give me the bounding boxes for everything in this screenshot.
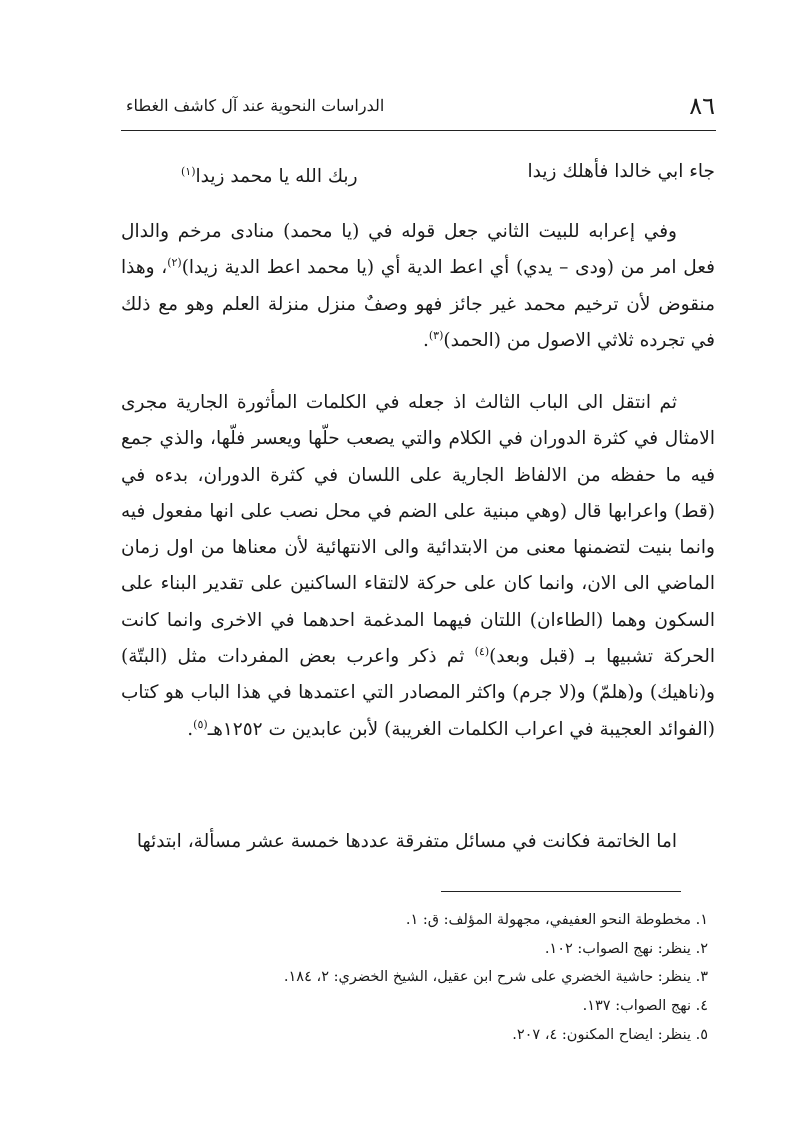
paragraph-text: . bbox=[187, 718, 194, 740]
footnote-ref: (٣) bbox=[428, 328, 444, 342]
footnote-item: ٥. ينظر: ايضاح المكنون: ٤، ٢٠٧. bbox=[512, 1026, 708, 1043]
body-paragraph bbox=[121, 214, 715, 359]
running-title: الدراسات النحوية عند آل كاشف الغطاء bbox=[126, 96, 385, 115]
verse-second-hemistich-text: ربك الله يا محمد زيدا bbox=[195, 166, 358, 188]
verse-second-hemistich bbox=[181, 152, 358, 197]
footnote-item: ٣. ينظر: حاشية الخضري على شرح ابن عقيل، الشيخ الخضري: ٢، ١٨٤. bbox=[283, 969, 708, 986]
page-header bbox=[126, 88, 715, 128]
poetry-verse bbox=[121, 152, 715, 192]
footnote-ref: (٤) bbox=[474, 644, 490, 658]
header-rule bbox=[121, 130, 716, 131]
footnote-ref: (١) bbox=[181, 165, 196, 178]
body-paragraph bbox=[121, 824, 715, 860]
paragraph-text: وفي إعرابه للبيت الثاني جعل قوله في (يا محمد) منادى مرخم والدال فعل امر من (ودى – يدي) أي اعط الدية أي (يا محمد اعط الدية زيدا) bbox=[121, 221, 715, 279]
footnotes-list bbox=[128, 906, 708, 1049]
paragraph-text: . bbox=[422, 329, 429, 351]
footnote-item: ٢. ينظر: نهج الصواب: ١٠٢. bbox=[544, 940, 708, 957]
footnote-item: ١. مخطوطة النحو العفيفي، مجهولة المؤلف: ق: ١. bbox=[405, 912, 708, 928]
paragraph-text: ثم انتقل الى الباب الثالث اذ جعله في الكلمات المأثورة الجارية مجرى الامثال في كثرة الدوران في الكلام والتي يصعب حلّها ويعسر فلّها، والذي جمع فيه ما حفظه من الالفاظ الجارية على اللسان في كثرة الدوران، بدءه في (قط) واعرابها قال (وهي مبنية على الضم في محل نصب على انها مفعول فيه وانما بنيت لتضمنها معنى من الابتدائية والى الانتهائية لأن معناها من اول زمان الماضي الى الان، وانما كان على حركة لالتقاء الساكنين على تقدير البناء على السكون وهما (الطاءان) اللتان فيهما المدغمة احدهما في الاخرى وانما كانت الحركة تشبيها بـ (قبل وبعد) bbox=[121, 392, 715, 668]
paragraph-text: ثم ذكر واعرب بعض المفردات مثل (البتّة) و(ناهيك) و(هلمّ) و(لا جرم) واكثر المصادر التي اعتمدها في هذا الباب هو كتاب (الفوائد العجيبة في اعراب الكلمات الغريبة) لأبن عابدين ت ١٢٥٢هـ bbox=[121, 646, 715, 740]
verse-first-hemistich: جاء ابي خالدا فأهلك زيدا bbox=[527, 161, 715, 182]
footnote-ref: (٥) bbox=[193, 717, 208, 731]
body-paragraph bbox=[121, 385, 715, 748]
footnote-ref: (٢) bbox=[167, 256, 182, 270]
paragraph-text: اما الخاتمة فكانت في مسائل متفرقة عددها خمسة عشر مسألة، ابتدئها bbox=[136, 831, 677, 852]
footnote-item: ٤. نهج الصواب: ١٣٧. bbox=[582, 998, 708, 1015]
footnote-separator bbox=[441, 891, 681, 892]
paragraph-text: ، وهذا منقوض لأن ترخيم محمد غير جائز فهو وصفٌ منزل منزلة العلم وهو مع ذلك في تجرده ثلاثي الاصول من (الحمد) bbox=[121, 257, 715, 351]
page-number: ٨٦ bbox=[689, 92, 715, 120]
